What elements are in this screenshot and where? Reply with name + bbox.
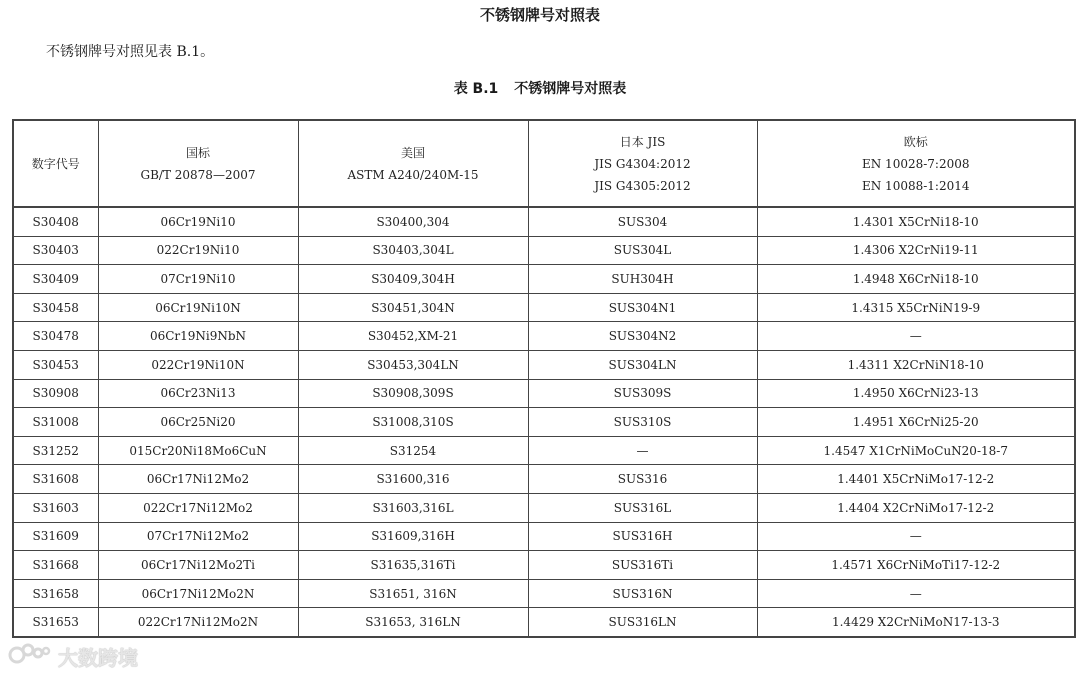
cell-astm: S31609,316H [298, 522, 528, 551]
table-row [13, 379, 1075, 408]
cell-jis: SUH304H [528, 265, 757, 294]
cell-jis: SUS304LN [528, 350, 757, 379]
watermark-text: 大数跨境 [58, 645, 138, 670]
cell-code: S31608 [13, 465, 98, 494]
cell-code: S30403 [13, 236, 98, 265]
table-caption [0, 79, 1080, 99]
cell-gb: 022Cr17Ni12Mo2 [98, 493, 298, 522]
table-row [13, 608, 1075, 637]
intro-text: 不锈钢牌号对照见表 B.1。 [46, 44, 215, 60]
cell-astm: S31653, 316LN [298, 608, 528, 637]
cell-astm: S30409,304H [298, 265, 528, 294]
cell-code: S31603 [13, 493, 98, 522]
cell-jis: SUS304 [528, 207, 757, 236]
header-astm: 美国 ASTM A240/240M-15 [298, 120, 528, 207]
cell-gb: 07Cr17Ni12Mo2 [98, 522, 298, 551]
header-code: 数字代号 [13, 120, 98, 207]
cell-code: S30409 [13, 265, 98, 294]
cell-jis: SUS304N2 [528, 322, 757, 351]
table-row [13, 293, 1075, 322]
table-row [13, 207, 1075, 236]
cell-astm: S31635,316Ti [298, 551, 528, 580]
cell-gb: 06Cr17Ni12Mo2N [98, 579, 298, 608]
table-caption-title: 不锈钢牌号对照表 [514, 81, 627, 97]
table-row [13, 408, 1075, 437]
table-row [13, 579, 1075, 608]
table-row [13, 265, 1075, 294]
table-row [13, 551, 1075, 580]
cell-en: 1.4301 X5CrNi18-10 [757, 207, 1075, 236]
cell-astm: S30908,309S [298, 379, 528, 408]
table-row [13, 493, 1075, 522]
cell-gb: 06Cr19Ni10N [98, 293, 298, 322]
cell-en: 1.4429 X2CrNiMoN17-13-3 [757, 608, 1075, 637]
cell-astm: S31651, 316N [298, 579, 528, 608]
cell-astm: S31600,316 [298, 465, 528, 494]
grade-comparison-table [12, 119, 1076, 638]
cell-gb: 06Cr25Ni20 [98, 408, 298, 437]
cell-astm: S31254 [298, 436, 528, 465]
cell-en: 1.4404 X2CrNiMo17-12-2 [757, 493, 1075, 522]
cell-code: S31653 [13, 608, 98, 637]
cell-jis: SUS304L [528, 236, 757, 265]
cell-gb: 06Cr19Ni9NbN [98, 322, 298, 351]
cell-gb: 022Cr19Ni10 [98, 236, 298, 265]
cell-jis: SUS309S [528, 379, 757, 408]
cell-en: 1.4547 X1CrNiMoCuN20-18-7 [757, 436, 1075, 465]
cell-astm: S30403,304L [298, 236, 528, 265]
cell-code: S30453 [13, 350, 98, 379]
watermark [8, 642, 138, 670]
cell-en: 1.4315 X5CrNiN19-9 [757, 293, 1075, 322]
cell-en: 1.4401 X5CrNiMo17-12-2 [757, 465, 1075, 494]
cell-code: S30478 [13, 322, 98, 351]
cell-astm: S31603,316L [298, 493, 528, 522]
cell-en: 1.4950 X6CrNi23-13 [757, 379, 1075, 408]
table-caption-number: 表 B.1 [453, 81, 499, 97]
cell-jis: SUS316H [528, 522, 757, 551]
cell-jis: SUS316L [528, 493, 757, 522]
cell-code: S31008 [13, 408, 98, 437]
cell-en: 1.4571 X6CrNiMoTi17-12-2 [757, 551, 1075, 580]
cell-jis: SUS304N1 [528, 293, 757, 322]
table-row [13, 465, 1075, 494]
cell-en: — [757, 579, 1075, 608]
cell-gb: 06Cr17Ni12Mo2 [98, 465, 298, 494]
cell-gb: 015Cr20Ni18Mo6CuN [98, 436, 298, 465]
cell-en: 1.4306 X2CrNi19-11 [757, 236, 1075, 265]
cell-jis: SUS316Ti [528, 551, 757, 580]
table-row [13, 236, 1075, 265]
cell-gb: 022Cr17Ni12Mo2N [98, 608, 298, 637]
cell-astm: S30452,XM-21 [298, 322, 528, 351]
cell-code: S31658 [13, 579, 98, 608]
cell-code: S30908 [13, 379, 98, 408]
cell-en: — [757, 322, 1075, 351]
cell-gb: 022Cr19Ni10N [98, 350, 298, 379]
table-header-row [13, 120, 1075, 207]
header-gb: 国标 GB/T 20878—2007 [98, 120, 298, 207]
cell-code: S31609 [13, 522, 98, 551]
cell-code: S31668 [13, 551, 98, 580]
cell-jis: SUS316N [528, 579, 757, 608]
cell-en: — [757, 522, 1075, 551]
table-row [13, 436, 1075, 465]
cell-en: 1.4951 X6CrNi25-20 [757, 408, 1075, 437]
cell-en: 1.4311 X2CrNiN18-10 [757, 350, 1075, 379]
cell-jis: SUS316 [528, 465, 757, 494]
cell-jis: SUS316LN [528, 608, 757, 637]
cell-astm: S30400,304 [298, 207, 528, 236]
cell-gb: 06Cr23Ni13 [98, 379, 298, 408]
cell-code: S30458 [13, 293, 98, 322]
cell-gb: 06Cr19Ni10 [98, 207, 298, 236]
table-row [13, 522, 1075, 551]
cell-jis: — [528, 436, 757, 465]
cell-code: S31252 [13, 436, 98, 465]
cell-en: 1.4948 X6CrNi18-10 [757, 265, 1075, 294]
document-title: 不锈钢牌号对照表 [479, 6, 600, 24]
header-jis: 日本 JIS JIS G4304:2012 JIS G4305:2012 [528, 120, 757, 207]
table-row [13, 350, 1075, 379]
header-en: 欧标 EN 10028-7:2008 EN 10088-1:2014 [757, 120, 1075, 207]
cell-astm: S31008,310S [298, 408, 528, 437]
cell-gb: 07Cr19Ni10 [98, 265, 298, 294]
cell-astm: S30451,304N [298, 293, 528, 322]
cell-gb: 06Cr17Ni12Mo2Ti [98, 551, 298, 580]
cell-astm: S30453,304LN [298, 350, 528, 379]
cell-jis: SUS310S [528, 408, 757, 437]
table-row [13, 322, 1075, 351]
cell-code: S30408 [13, 207, 98, 236]
brand-logo-icon [8, 641, 52, 672]
